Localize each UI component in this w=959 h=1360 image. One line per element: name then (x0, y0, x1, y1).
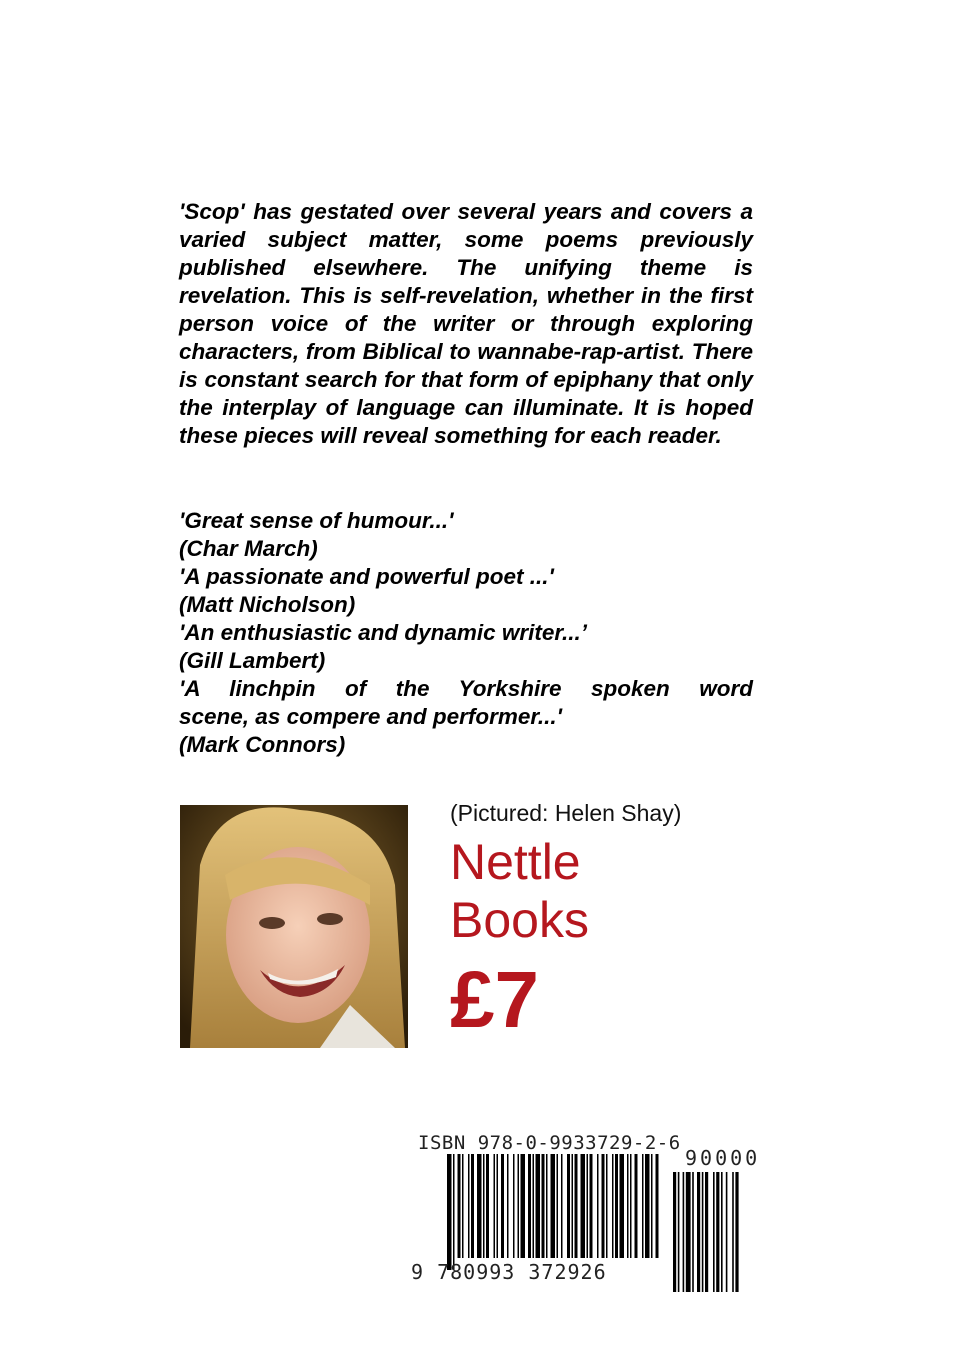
barcode-bar (642, 1154, 644, 1258)
endorsements (179, 507, 753, 759)
publisher-name (450, 833, 589, 949)
barcode-bar (612, 1154, 614, 1258)
barcode-bar (590, 1154, 593, 1258)
back-cover-blurb: 'Scop' has gestated over several years and covers a varied subject matter, some poems previously published elsewhere. The unifying theme is revelation. This is self-revelation, whether in the first person voice of the writer or through exploring characters, from Biblical to wannabe-rap-artist. There is constant search for that form of epiphany that only the interplay of language can illuminate. It is hoped these pieces will reveal something for each reader. (179, 199, 753, 448)
barcode-addon-bar (702, 1172, 704, 1292)
publisher-name-line2: Books (450, 892, 589, 948)
barcode-ean-digits: 9 780993 372926 (411, 1260, 607, 1284)
barcode-bar (528, 1154, 531, 1258)
barcode-bar (483, 1154, 485, 1258)
endorsement-author: (Char March) (179, 536, 318, 561)
barcode-addon-bar (721, 1172, 723, 1292)
barcode-bar (536, 1154, 541, 1258)
barcode-bar (507, 1154, 509, 1258)
barcode-bar (645, 1154, 650, 1258)
barcode-bar (606, 1154, 608, 1258)
author-portrait-illustration (180, 805, 408, 1048)
isbn-barcode (405, 1130, 775, 1300)
barcode-addon-bar (732, 1172, 734, 1292)
barcode-bar (572, 1154, 574, 1258)
barcode-bar (447, 1154, 452, 1270)
barcode-bar (477, 1154, 482, 1258)
barcode-addon-digits: 90000 (685, 1146, 761, 1170)
photo-caption: (Pictured: Helen Shay) (450, 800, 682, 826)
barcode-bar (627, 1154, 629, 1258)
barcode-addon-bar (716, 1172, 719, 1292)
barcode-bar (587, 1154, 589, 1258)
endorsement-quote: 'An enthusiastic and dynamic writer...’ (179, 620, 587, 645)
price: £7 (450, 955, 539, 1044)
barcode-bar (521, 1154, 526, 1258)
barcode-bar (458, 1154, 461, 1258)
barcode-bar (630, 1154, 632, 1258)
barcode-bar (533, 1154, 535, 1258)
barcode-bar (597, 1154, 599, 1258)
barcode-addon-bar (692, 1172, 694, 1292)
endorsement-quote: 'A passionate and powerful poet ...' (179, 564, 554, 589)
barcode-bar (651, 1154, 653, 1258)
barcode-addon-bar (705, 1172, 708, 1292)
barcode-bar (513, 1154, 515, 1258)
barcode-addon-bar (735, 1172, 738, 1292)
barcode-addon-bar (697, 1172, 700, 1292)
barcode-bar (518, 1154, 520, 1258)
barcode-bar (557, 1154, 559, 1258)
endorsement-quote-continued: scene, as compere and performer...' (179, 704, 563, 729)
barcode-bar (501, 1154, 504, 1258)
barcode-bar (567, 1154, 570, 1258)
barcode-bar (656, 1154, 659, 1258)
barcode-bar (561, 1154, 563, 1258)
barcode-bar (635, 1154, 638, 1258)
publisher-name-line1: Nettle (450, 834, 581, 890)
barcode-addon-bar (713, 1172, 715, 1292)
endorsement-quote: 'A linchpin of the Yorkshire spoken word (179, 676, 753, 701)
endorsement-author: (Gill Lambert) (179, 648, 326, 673)
barcode-bar (575, 1154, 578, 1258)
barcode-bar (486, 1154, 489, 1258)
barcode-bar (497, 1154, 499, 1258)
barcode-bar (615, 1154, 618, 1258)
barcode-bar (453, 1154, 455, 1270)
barcode-addon-bar (683, 1172, 685, 1292)
barcode-bar (602, 1154, 605, 1258)
barcode-bar (471, 1154, 474, 1258)
barcode-addon-bar (678, 1172, 680, 1292)
barcode-bar (462, 1154, 464, 1258)
endorsement-author: (Matt Nicholson) (179, 592, 356, 617)
barcode-bar (551, 1154, 556, 1258)
endorsement-author: (Mark Connors) (179, 732, 346, 757)
barcode-bar (620, 1154, 625, 1258)
barcode-addon-bar (726, 1172, 728, 1292)
barcode-addon-bar (686, 1172, 691, 1292)
isbn-number: ISBN 978-0-9933729-2-6 (418, 1132, 681, 1154)
barcode-bar (494, 1154, 496, 1258)
endorsement-quote: 'Great sense of humour...' (179, 508, 454, 533)
barcode-bar (468, 1154, 470, 1258)
author-photo (180, 805, 408, 1048)
barcode-bar (546, 1154, 548, 1258)
barcode-addon-bar (673, 1172, 676, 1292)
barcode-bar (581, 1154, 586, 1258)
barcode-bar (542, 1154, 545, 1258)
